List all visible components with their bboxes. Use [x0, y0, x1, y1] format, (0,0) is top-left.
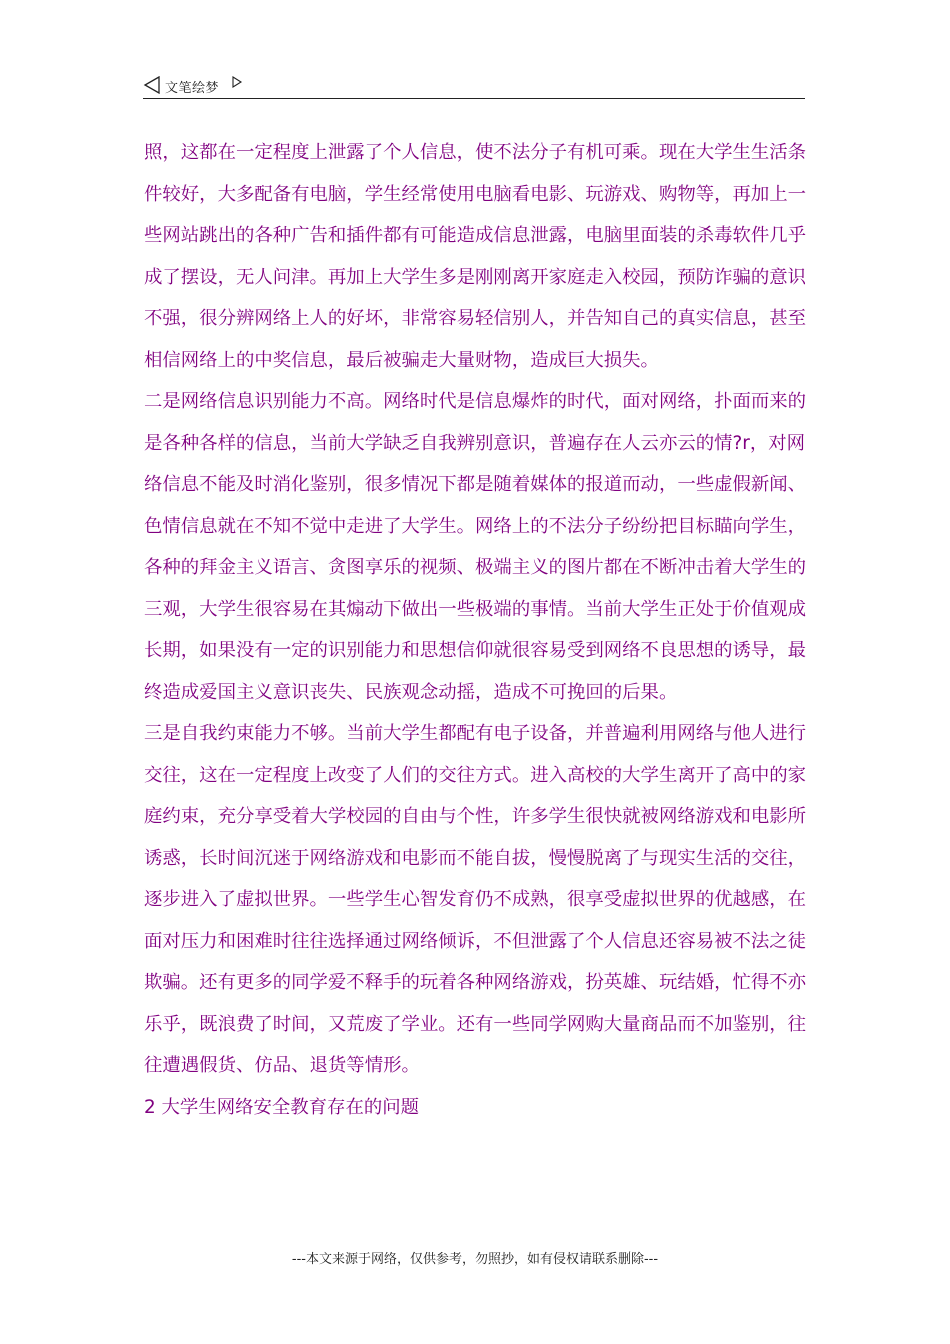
triangle-left-icon	[143, 76, 161, 94]
section-heading: 2 大学生网络安全教育存在的问题	[144, 1096, 420, 1118]
triangle-right-icon	[231, 76, 243, 88]
page-header	[143, 74, 805, 99]
header-title: 文笔绘梦	[165, 81, 220, 96]
footer-disclaimer: ---本文来源于网络，仅供参考，勿照抄，如有侵权请联系删除---	[291, 1252, 659, 1267]
paragraph-3: 三是自我约束能力不够。当前大学生都配有电子设备，并普遍利用网络与他人进行交往，这在一定程度上改变了人们的交往方式。进入高校的大学生离开了高中的家庭约束，充分享受着大学校园的自由与个性，许多学生很快就被网络游戏和电影所诱惑，长时间沉迷于网络游戏和电影而不能自拔，慢慢脱离了与现实生活的交往，逐步进入了虚拟世界。一些学生心智发育仍不成熟，很享受虚拟世界的优越感，在面对压力和困难时往往选择通过网络倾诉，不但泄露了个人信息还容易被不法之徒欺骗。还有更多的同学爱不释手的玩着各种网络游戏，扮英雄、玩结婚，忙得不亦乐乎，既浪费了时间，又荒废了学业。还有一些同学网购大量商品而不加鉴别，往往遭遇假货、仿品、退货等情形。	[144, 723, 807, 1076]
document-body	[144, 132, 808, 1128]
paragraph-2: 二是网络信息识别能力不高。网络时代是信息爆炸的时代，面对网络，扑面而来的是各种各样的信息，当前大学缺乏自我辨别意识，普遍存在人云亦云的情?r，对网络信息不能及时消化鉴别，很多情况下都是随着媒体的报道而动，一些虚假新闻、色情信息就在不知不觉中走进了大学生。网络上的不法分子纷纷把目标瞄向学生，各种的拜金主义语言、贪图享乐的视频、极端主义的图片都在不断冲击着大学生的三观，大学生很容易在其煽动下做出一些极端的事情。当前大学生正处于价值观成长期，如果没有一定的识别能力和思想信仰就很容易受到网络不良思想的诱导，最终造成爱国主义意识丧失、民族观念动摇，造成不可挽回的后果。	[144, 391, 807, 703]
paragraph-1: 照，这都在一定程度上泄露了个人信息，使不法分子有机可乘。现在大学生生活条件较好，大多配备有电脑，学生经常使用电脑看电影、玩游戏、购物等，再加上一些网站跳出的各种广告和插件都有可能造成信息泄露，电脑里面装的杀毒软件几乎成了摆设，无人问津。再加上大学生多是刚刚离开家庭走入校园，预防诈骗的意识不强，很分辨网络上人的好坏，非常容易轻信别人，并告知自己的真实信息，甚至相信网络上的中奖信息，最后被骗走大量财物，造成巨大损失。	[144, 142, 807, 371]
